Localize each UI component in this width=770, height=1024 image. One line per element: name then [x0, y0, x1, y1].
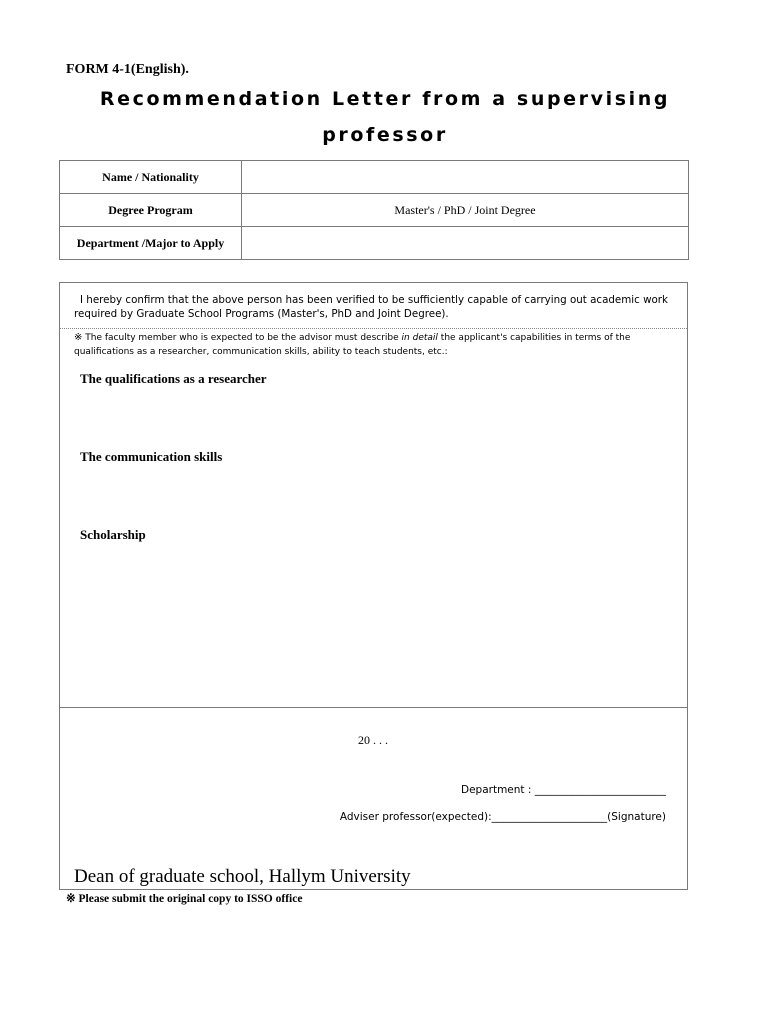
submission-note: ※ Please submit the original copy to ISSO office: [66, 893, 303, 905]
adviser-signature-line[interactable]: Adviser professor(expected):______________________(Signature): [339, 811, 666, 823]
note-text-after: the applicant's capabilities in terms of the qualifications as a researcher, communication skills, ability to teach students, etc.:: [74, 333, 631, 357]
recommendation-box: [59, 282, 688, 890]
section-scholarship: Scholarship: [80, 527, 146, 542]
department-signature-line[interactable]: Department : _________________________: [460, 784, 666, 796]
name-nationality-label: Name / Nationality: [60, 161, 242, 194]
form-title-line-1: Recommendation Letter from a supervising: [99, 88, 671, 110]
form-code: FORM 4-1(English).: [66, 62, 189, 77]
applicant-info-table: [59, 160, 689, 260]
reference-mark-icon: ※: [74, 332, 83, 343]
confirmation-statement: I hereby confirm that the above person has been verified to be sufficiently capable of carrying out academic work required by Graduate School Programs (Master's, PhD and Joint Degree).: [74, 294, 668, 320]
department-major-label: Department /Major to Apply: [60, 227, 242, 260]
note-emphasis: in detail: [401, 333, 438, 343]
table-row: [60, 194, 689, 227]
advisor-instruction-note: [74, 331, 674, 359]
table-row: [60, 227, 689, 260]
section-researcher-qualifications: The qualifications as a researcher: [80, 371, 267, 386]
name-nationality-field[interactable]: [242, 161, 689, 194]
signature-divider: [60, 707, 687, 708]
dotted-divider: [60, 328, 687, 329]
dean-addressee: Dean of graduate school, Hallym University: [74, 866, 411, 887]
section-communication-skills: The communication skills: [80, 449, 223, 464]
note-text-before: The faculty member who is expected to be the advisor must describe: [85, 333, 399, 343]
form-title-line-2: professor: [322, 124, 448, 146]
date-line[interactable]: 20 . . .: [358, 733, 388, 747]
table-row: [60, 161, 689, 194]
degree-program-label: Degree Program: [60, 194, 242, 227]
degree-program-value[interactable]: Master's / PhD / Joint Degree: [242, 194, 689, 227]
department-major-field[interactable]: [242, 227, 689, 260]
